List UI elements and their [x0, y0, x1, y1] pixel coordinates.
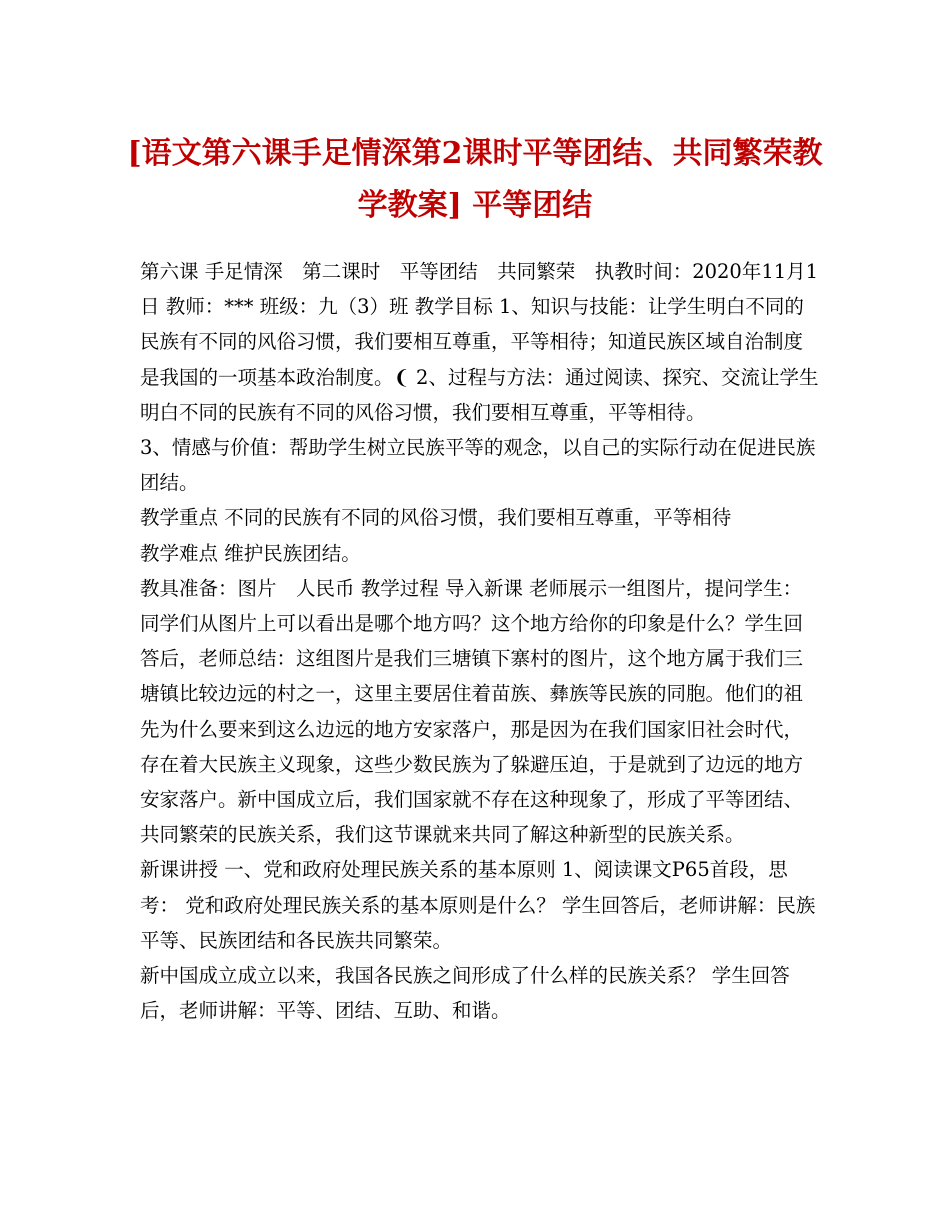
paragraph-key-points: 教学重点 不同的民族有不同的风俗习惯，我们要相互尊重，平等相待	[140, 506, 732, 530]
paragraph-difficulties: 教学难点 维护民族团结。	[140, 541, 361, 565]
paragraph-objectives: 第六课 手足情深 第二课时 平等团结 共同繁荣 执教时间：2020年11月1日 教师：*** 班级：九（3）班 教学目标 1、知识与技能：让学生明白不同的民族有不同的风俗习惯，我们要相互尊重，平等相待；知道民族区域自治制度是我国的一项基本政治制度。❨ 2、过程与方法：通过阅读、探究、交流让学生明白不同的民族有不同的风俗习惯，我们要相互尊重，平等相待。	[140, 260, 819, 424]
document-title: [语文第六课手足情深第2课时平等团结、共同繁荣教学教案] 平等团结	[127, 136, 823, 223]
paragraph-preparation-intro: 教具准备：图片 人民币 教学过程 导入新课 老师展示一组图片，提问学生：同学们从图片上可以看出是哪个地方吗？这个地方给你的印象是什么？学生回答后，老师总结：这组图片是我们三塘镇下寨村的图片，这个地方属于我们三塘镇比较边远的村之一，这里主要居住着苗族、彝族等民族的同胞。他们的祖先为什么要来到这么边远的地方安家落户，那是因为在我们国家旧社会时代，存在着大民族主义现象，这些少数民族为了躲避压迫，于是就到了边远的地方安家落户。新中国成立后，我们国家就不存在这种现象了，形成了平等团结、共同繁荣的民族关系，我们这节课就来共同了解这种新型的民族关系。	[140, 576, 804, 847]
paragraph-emotion-values: 3、情感与价值：帮助学生树立民族平等的观念，以自己的实际行动在促进民族团结。	[140, 436, 816, 495]
paragraph-relations: 新中国成立成立以来，我国各民族之间形成了什么样的民族关系？ 学生回答后，老师讲解：平等、团结、互助、和谐。	[140, 964, 790, 1023]
paragraph-new-lesson: 新课讲授 一、党和政府处理民族关系的基本原则 1、阅读课文P65首段，思考： 党和政府处理民族关系的基本原则是什么？ 学生回答后，老师讲解：民族平等、民族团结和各民族共同繁荣。	[140, 858, 816, 952]
document-body	[140, 254, 820, 1028]
